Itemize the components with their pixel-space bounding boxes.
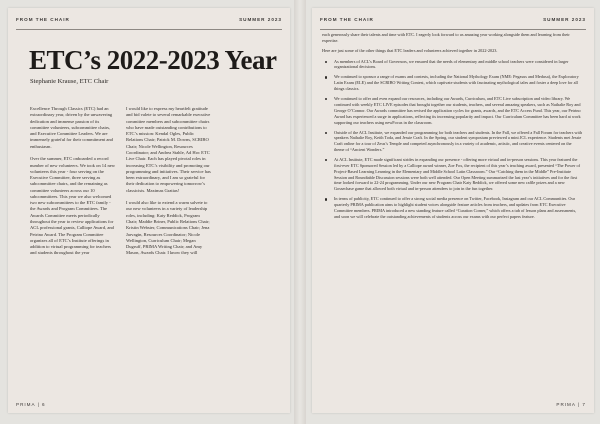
- bullet-icon: [325, 198, 327, 200]
- list-item-text: We continued to sponsor a range of exams and contests, including the National Mythology Exam (NME: Pegasus and Medusa), the Exploratory Latin Exam (ELE) and the SCRIBO Writing Contest, which captivate students with fascinating mythological tales and foster a deep love for all things classics.: [334, 74, 579, 92]
- header-rule: [320, 29, 586, 30]
- body-column-2: [126, 106, 212, 263]
- article-byline: Stephanie Krause, ETC Chair: [30, 78, 109, 85]
- issue-label: SUMMER 2023: [239, 17, 282, 22]
- list-item: [322, 157, 582, 192]
- page-number: PRIMA | 6: [16, 402, 46, 407]
- issue-label: SUMMER 2023: [543, 17, 586, 22]
- list-item-text: As members of ACL’s Board of Governors, we ensured that the needs of elementary and middle school teachers were considered in larger organizational decisions.: [334, 58, 569, 70]
- bullet-icon: [325, 132, 327, 134]
- paragraph: Over the summer, ETC onboarded a record number of new volunteers. We took on 14 new volunteers this year - four serving on the Executive Committee, three serving as subcommittee chairs, and the remaining as committee volunteers across our 10 subcommittees. This year we also welcomed two new subcommittees to the ETC family - the Awards and Program Committees. The Awards Committee meets periodically throughout the year to review applications for ACL professional grants, Calliope Award, and Petrino Award. The Program Committee organizes all of ETC’s Institute offerings in addition to virtual programming for teachers and students throughout the year: [30, 156, 116, 256]
- right-body: [322, 32, 582, 224]
- page-number: PRIMA | 7: [556, 402, 586, 407]
- body-column-1: [30, 106, 116, 263]
- list-item-text: In terms of publicity, ETC continued to offer a strong social media presence on Twitter, Facebook, Instagram and our ACL Communities. Our quarterly PRIMA publication aims to highlight student voices alongside feature articles from teachers, and updates from ETC Executive Committee members. PRIMA introduced a new standing feature called “Curation Corner,” which offers a tub of lesson plans and assessments, and soon we will celebrate the outstanding achievements of students across our exams with our perfect papers feature.: [334, 196, 577, 219]
- bullet-icon: [325, 98, 327, 100]
- achievements-list: [322, 59, 582, 220]
- article-title: ETC’s 2022-2023 Year: [29, 45, 277, 75]
- list-item: [322, 196, 582, 219]
- list-item: [322, 59, 582, 71]
- running-header: [16, 17, 282, 25]
- right-page: [312, 8, 594, 413]
- list-item-text: We continued to offer and even expand our resources, including our Awards, Curriculum, and ETC Live subscription and video library. We continued with weekly ETC LIVE episodes that brought together our students, teachers, and several amazing speakers, such as Nathalie Roy and George O’Connor. Our Awards committee has revised the application cycles for grants, awards, and the ETC Access Fund. This year, our Petrino Award has experienced a surge in applications, reflecting its increasing popularity and impact. Our Curriculum Committee has been hard at work supporting our teachers using newFocus in the classroom.: [334, 96, 581, 125]
- list-item-text: At ACL Institute, ETC made significant strides in expanding our presence - offering more virtual and in-person sessions. This year featured the first-ever ETC Sponsored Session led by a Calliope award winner, Zoe Fox, the recipient of this year’s teaching award, presented “The Power of Project-Based Learning Learning in the Elementary and Middle School Latin Classroom.” Our “Catching them in the Middle” Pre-Institute Session and Roundtable Discussion sessions were both well attended. Our Open Meeting summarized the last year’s initiatives and for the first time looked forward to 22-24 programming. Under our new Program Chair Katy Reddick, we offered some new raffle prizes and a new Gossechase game that allowed both virtual and in-person attendees to join in the fun together.: [334, 157, 581, 192]
- paragraph: Here are just some of the other things that ETC leaders and volunteers achieved together in 2022-2023.: [322, 48, 498, 54]
- running-header: [320, 17, 586, 25]
- paragraph: I would also like to extend a warm salvete to our new volunteers in a variety of leadership roles, including: Katy Reddick, Program Chair; Maddie Briner, Public Relations Chair; Kristin Webster, Communications Chair; Jena Jarvagin, Resources Coordinator; Nicole Wellington, Curriculum Chair; Megan Dugruff, PRIMA Writing Chair; and Amy Mason, Awards Chair. I know they will: [126, 200, 210, 256]
- header-rule: [16, 29, 282, 30]
- spine-gutter: [294, 0, 306, 424]
- paragraph: each generously share their talents and time with ETC. I eagerly look forward to us amazing year working alongside them and learning from their expertise.: [322, 32, 570, 43]
- section-label: FROM THE CHAIR: [320, 17, 374, 22]
- list-item-text: Outside of the ACL Institute, we expanded our programming for both teachers and students. In the Fall, we offered a Fall Forum for teachers with speakers Nathalie Roy, Keith Toda, and Jessie Craft. In the Spring, our student symposium previewed a mini JCL experience. Students met Jessie Craft online for a tour of Zeus’s Temple and competed asynchronously in a variety of academic, artistic, and creative events centered on the theme of “Ancient Wonders.”: [334, 129, 582, 153]
- paragraph: I would like to express my heartfelt gratitude and bid valete to several remarkable executive committee members and subcommittee chairs who have made outstanding contributions to ETC’s mission: Kendal Ogles, Public Relations Chair; Patrick M. Downs, SCRIBO Chair; Nicole Wellington, Resources Coordinator; and Andrea Stahle, Ad Hoc ETC Live Chair. Each has played pivotal roles in increasing ETC’s visibility and promoting our programming and initiatives. Their service has been extraordinary, and I am so grateful for their dedication to empowering tomorrow’s classicists. Maximas Gratias!: [126, 106, 211, 193]
- bullet-icon: [325, 76, 327, 78]
- left-page: [8, 8, 290, 413]
- bullet-icon: [325, 61, 327, 63]
- section-label: FROM THE CHAIR: [16, 17, 70, 22]
- paragraph: Excellence Through Classics (ETC) had an extraordinary year, driven by the unwavering dedication and immense passion of its committee volunteers, subcommittee chairs, and Executive Committee Leaders. We are immensely grateful for their commitment and enthusiasm.: [30, 106, 113, 149]
- bullet-icon: [325, 159, 327, 161]
- list-item: [322, 74, 582, 92]
- list-item: [322, 96, 582, 125]
- list-item: [322, 130, 582, 153]
